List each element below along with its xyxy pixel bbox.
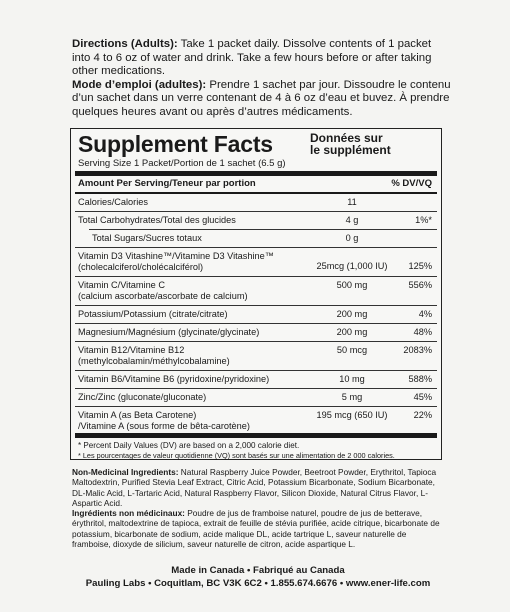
panel-heading [78, 130, 434, 158]
nutrient-amount: 5 mg [341, 392, 363, 402]
nutrient-dv: 45% [413, 392, 432, 402]
nutrient-dv: 556% [408, 280, 432, 290]
nutrient-dv: 48% [413, 327, 432, 337]
nutrient-name-line1: Vitamin A (as Beta Carotene) [78, 410, 197, 420]
nutrient-name: Vitamin B6/Vitamine B6 (pyridoxine/pyridoxine) [78, 374, 270, 384]
nutrient-name-line2: (calcium ascorbate/ascorbate de calcium) [78, 290, 248, 301]
footnote-fr: * Les pourcentages de valeur quotidienne (VQ) sont basés sur une alimentation de 2 000 calories. [78, 451, 395, 460]
nutrient-name-line2: /Vitamine A (sous forme de bêta-carotène) [78, 420, 250, 431]
row-divider [75, 341, 437, 342]
nutrient-name-line2: (cholecalciferol/cholécalciférol) [78, 261, 204, 272]
nutrient-name: Total Carbohydrates/Total des glucides [78, 215, 236, 225]
nutrient-amount: 50 mcg [336, 345, 368, 355]
row-divider [75, 370, 437, 371]
manufacturer-address: Pauling Labs • Coquitlam, BC V3K 6C2 • 1.855.674.6676 • www.ener-life.com [85, 578, 431, 589]
manufacturer-footer [72, 564, 444, 590]
directions-en [72, 38, 452, 79]
nutrient-name: Magnesium/Magnésium (glycinate/glycinate) [78, 327, 260, 337]
ingredients-fr-label: Ingrédients non médicinaux: [72, 508, 185, 519]
serving-size: Serving Size 1 Packet/Portion de 1 sachet (6.5 g) [78, 158, 286, 169]
nutrient-name-line1: Vitamin B12/Vitamine B12 [78, 345, 185, 355]
nutrient-name-line1: Vitamin C/Vitamine C [78, 280, 165, 290]
amount-header-label: Amount Per Serving/Teneur par portion [78, 178, 256, 189]
row-divider [75, 211, 437, 212]
directions-fr-label: Mode d’emploi (adultes): [72, 78, 207, 91]
row-divider [75, 388, 437, 389]
directions-en-label: Directions (Adults): [72, 38, 178, 50]
divider-thick [75, 171, 437, 176]
nutrient-dv: 2083% [403, 345, 432, 355]
nutrient-dv: 1%* [415, 215, 432, 225]
nutrient-name [78, 345, 310, 366]
ingredients-fr [72, 508, 444, 549]
nutrient-amount: 200 mg [336, 327, 368, 337]
nutrient-amount: 25mcg (1,000 IU) [316, 261, 388, 271]
nutrient-name-line1: Vitamin D3 Vitashine™/Vitamine D3 Vitashine™ [78, 251, 274, 261]
nutrient-amount: 500 mg [336, 280, 368, 290]
dv-header-label: % DV/VQ [391, 178, 432, 189]
directions-en-text: Take 1 packet daily. Dissolve contents of 1 packet into 4 to 6 oz of water and drink. Take a few hours before or after taking other medications. [72, 38, 432, 78]
nutrient-amount: 195 mcg (650 IU) [316, 410, 388, 420]
directions-section [72, 38, 452, 120]
panel-title-fr [310, 132, 434, 156]
nutrient-amount: 10 mg [339, 374, 365, 384]
nutrient-name [78, 280, 310, 301]
row-divider [75, 247, 437, 248]
divider-medium [75, 192, 437, 194]
nutrient-name: Total Sugars/Sucres totaux [92, 233, 202, 243]
nutrient-name [78, 251, 310, 272]
nutrient-amount: 4 g [345, 215, 359, 225]
supplement-facts-panel [70, 128, 442, 460]
panel-title-fr-line1: Données sur [310, 131, 383, 145]
row-divider [75, 323, 437, 324]
panel-title: Supplement Facts [78, 131, 273, 157]
nutrient-dv: 22% [413, 410, 432, 420]
ingredients-en-label: Non-Medicinal Ingredients: [72, 467, 179, 477]
panel-title-fr-line2: le supplément [310, 143, 391, 157]
ingredients-fr-text: Poudre de jus de framboise naturel, poudre de jus de betterave, érythritol, maltodextrine de tapioca, extrait de feuille de stévia purifiée, acide citrique, bicarbonate de potassium, bicarbonate de sodium, acide malique DL, acide tartrique L, saveur naturelle de framboise, dioxyde de silicium, saveur naturelle de citron, acide aspartique L. [72, 508, 440, 550]
nutrient-name: Calories/Calories [78, 197, 148, 207]
row-divider [75, 276, 437, 277]
ingredients-en-text: Natural Raspberry Juice Powder, Beetroot Powder, Erythritol, Tapioca Maltodextrin, Purified Stevia Leaf Extract, Citric Acid, Potassium Bicarbonate, Sodium Bicarbonate, DL-Malic Acid, L-Tartaric Acid, Natural Raspberry Flavor, Silicon Dioxide, Natural Citrus Flavor, L-Aspartic Acid. [72, 467, 437, 508]
nutrient-dv: 4% [418, 309, 432, 319]
row-divider [89, 229, 437, 230]
row-divider [75, 305, 437, 306]
ingredients-en [72, 467, 444, 508]
footnote-en: * Percent Daily Values (DV) are based on a 2,000 calorie diet. [78, 441, 300, 450]
nutrient-amount: 11 [347, 197, 357, 207]
directions-fr-text: Prendre 1 sachet par jour. Dissoudre le contenu d’un sachet dans un verre contenant de 4 à 6 oz d’eau et buvez. À prendre quelques heures avant ou après d’autres médicaments. [72, 78, 451, 118]
nutrient-amount: 200 mg [336, 309, 368, 319]
ingredients-section [72, 467, 444, 549]
divider-thick-bottom [75, 433, 437, 438]
nutrient-name: Zinc/Zinc (gluconate/gluconate) [78, 392, 207, 402]
directions-fr [72, 79, 452, 120]
nutrient-amount: 0 g [345, 233, 359, 243]
nutrient-dv: 588% [408, 374, 432, 384]
made-in-label: Made in Canada • Fabriqué au Canada [171, 565, 345, 576]
nutrient-dv: 125% [408, 261, 432, 271]
nutrient-name-line2: (methylcobalamin/méthylcobalamine) [78, 355, 230, 366]
nutrient-name: Potassium/Potassium (citrate/citrate) [78, 309, 228, 319]
row-divider [75, 406, 437, 407]
nutrient-name [78, 410, 310, 431]
amount-header [78, 178, 434, 190]
